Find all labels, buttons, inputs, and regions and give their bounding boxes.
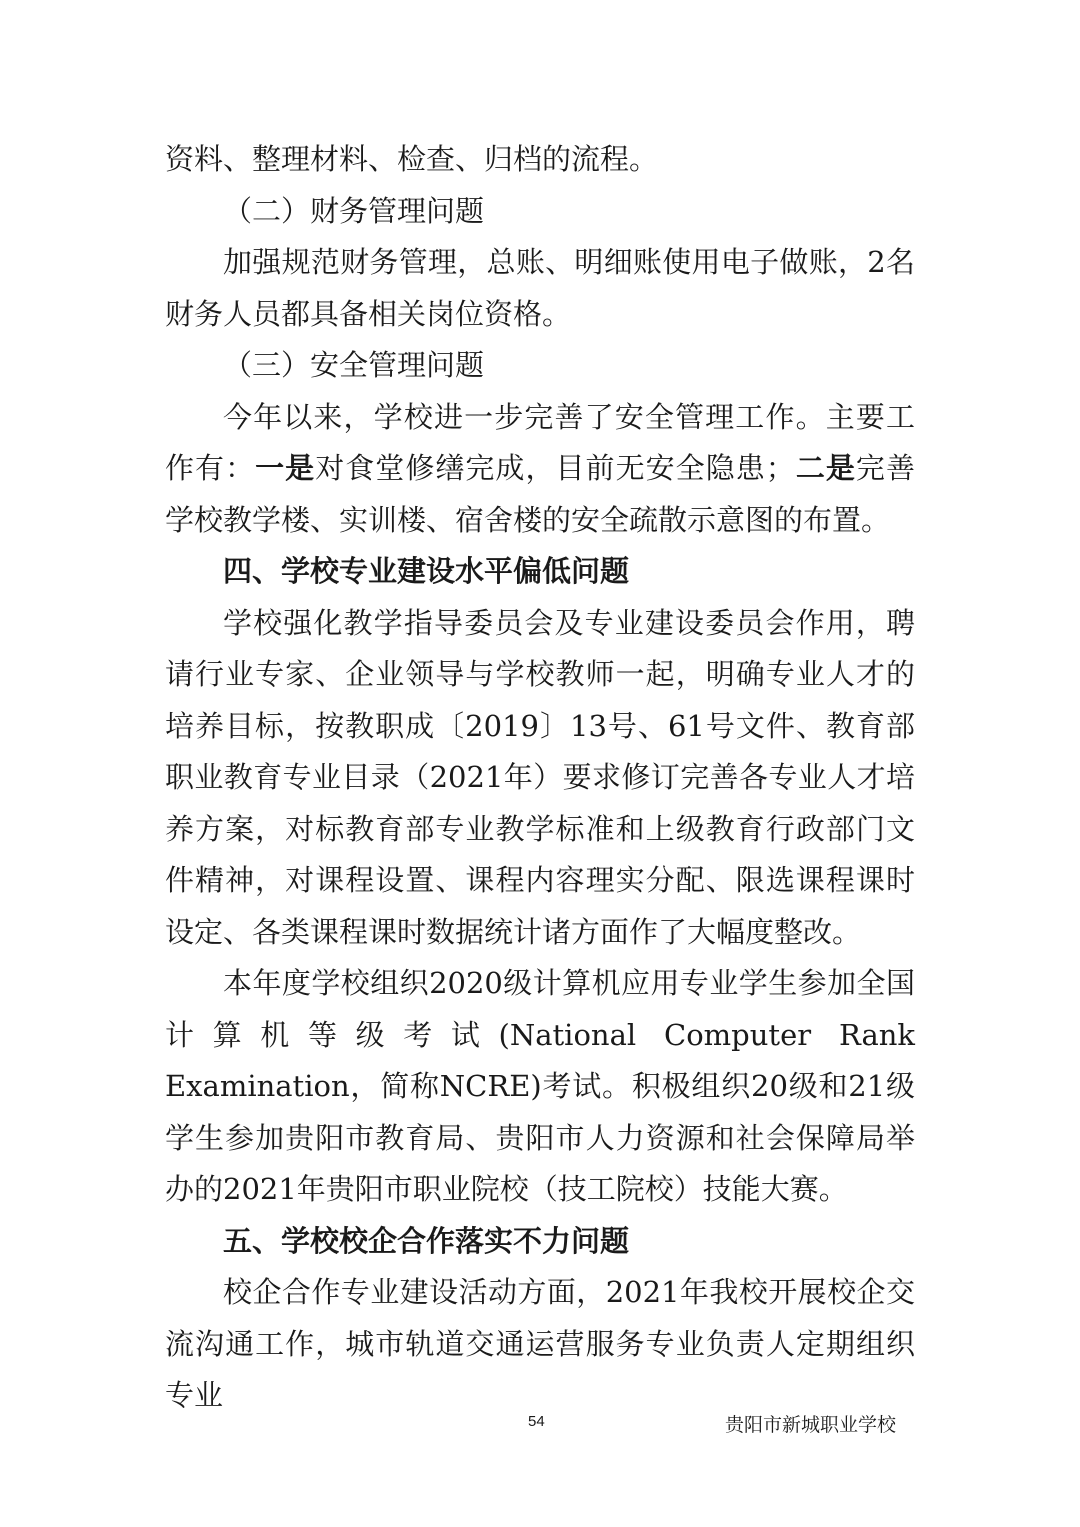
safety-text-c: 完善学校教学楼、实训楼、宿舍楼的安全疏散示意图的布置。 [165,451,915,537]
safety-text-a: 今年以来，学校进一步完善了安全管理工作。主要工作有： [165,399,915,485]
paragraph-four-b: 本年度学校组织2020级计算机应用专业学生参加全国计算机等级考试(National Computer Rank Examination，简称NCRE)考试。积极组织20级和21级学生参加贵阳市教育局、贵阳市人力资源和社会保障局举办的2021年贵阳市职业院校（技工院校）技能大赛。 [165,966,915,1206]
subheading-safety: （三）安全管理问题 [223,348,485,382]
safety-keyword-1: 一是 [255,451,316,485]
paragraph-continuation: 资料、整理材料、检查、归档的流程。 [165,142,659,176]
page-number: 54 [528,1413,545,1430]
document-body [165,134,915,1422]
section-heading-five: 五、学校校企合作落实不力问题 [223,1223,630,1258]
paragraph-four: 学校强化教学指导委员会及专业建设委员会作用，聘请行业专家、企业领导与学校教师一起，明确专业人才的培养目标，按教职成〔2019〕13号、61号文件、教育部职业教育专业目录（2021年）要求修订完善各专业人才培养方案，对标教育部专业教学标准和上级教育行政部门文件精神，对课程设置、课程内容理实分配、限选课程课时设定、各类课程课时数据统计诸方面作了大幅度整改。 [165,605,915,949]
safety-text-b: 对食堂修缮完成，目前无安全隐患； [315,451,795,485]
safety-keyword-2: 二是 [794,451,856,485]
subheading-finance: （二）财务管理问题 [223,193,485,228]
section-heading-four: 四、学校专业建设水平偏低问题 [223,554,630,588]
footer-school-name: 贵阳市新城职业学校 [724,1414,896,1436]
paragraph-five: 校企合作专业建设活动方面，2021年我校开展校企交流沟通工作，城市轨道交通运营服务专业负责人定期组织专业 [165,1275,915,1412]
paragraph-safety [165,392,915,547]
paragraph-finance: 加强规范财务管理，总账、明细账使用电子做账，2名财务人员都具备相关岗位资格。 [165,245,915,331]
